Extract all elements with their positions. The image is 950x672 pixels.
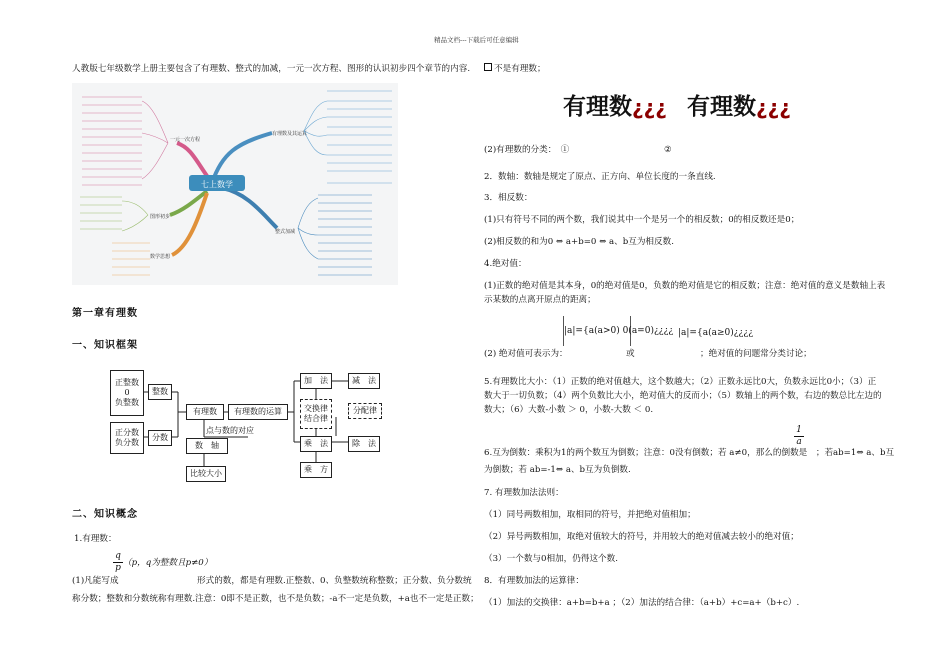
reciprocal-numerator: 1 <box>794 425 804 437</box>
compare-box: 比较大小 <box>186 466 226 482</box>
mindmap-branch-5: 数学思想 <box>150 254 171 260</box>
not-rational-text: 不是有理数； <box>494 64 546 74</box>
compare-1: 5.有理数比大小：（1）正数的绝对值越大，这个数越大；（2）正数永远比0大，负数永远比0小；（3）正 <box>484 377 877 387</box>
add-rule-title: 7. 有理数加法法则： <box>484 488 564 498</box>
mindmap-branch-3: 整式加减 <box>275 229 296 235</box>
section-concept-title: 二、知识概念 <box>72 509 138 520</box>
opposite-2: (2)相反数的和为0 ⇔ a+b=0 ⇔ a、b互为相反数. <box>484 237 674 247</box>
section-framework-title: 一、知识框架 <box>72 340 138 351</box>
laws-box <box>300 399 332 429</box>
mindmap-center: 七上数学 <box>201 180 233 189</box>
abs-formula-2: |a|={a(a≥0)¿¿¿¿ <box>678 328 754 338</box>
reciprocal-denominator: a <box>796 437 802 447</box>
abs-title: 4.绝对值： <box>484 259 527 269</box>
add-rule-1: （1）同号两数相加，取相同的符号，并把绝对值相加； <box>484 510 696 520</box>
add-rule-3: （3）一个数与0相加，仍得这个数. <box>484 554 618 564</box>
commute-label: 交换律 <box>304 404 328 413</box>
rational-classification-formula <box>563 88 791 121</box>
concept1-line-c: 称分数；整数和分数统称有理数.注意：0即不是正数，也不是负数；-a不一定是负数，+a也不一定是正数； <box>72 594 479 604</box>
rational-box: 有理数 <box>186 404 224 420</box>
formula-fraction <box>113 551 123 574</box>
formula-condition: （p，q为整数且p≠0） <box>123 558 213 568</box>
abs-formula-1: |a|={a(a>0) 0(a=0)¿¿¿¿ <box>563 316 631 346</box>
rational-word-1: 有理数 <box>563 94 632 120</box>
page-header: 精品文档---下载后可任意编辑 <box>434 36 519 44</box>
concept1-line-b: 形式的数，都是有理数.正整数、0、负整数统称整数；正分数、负分数统 <box>197 576 472 586</box>
axis-box: 数 轴 <box>186 438 228 454</box>
mindmap-image <box>72 83 398 285</box>
fraction-denominator: p <box>115 563 121 573</box>
compare-3: 数大；（6）大数-小数 ＞ 0，小数-大数 ＜ 0. <box>484 405 654 415</box>
associate-label: 结合律 <box>304 414 328 423</box>
abs-2a: (2) 绝对值可表示为： <box>484 349 568 359</box>
reciprocal-fraction <box>794 425 804 448</box>
abs-2b: 或 <box>626 349 635 359</box>
opposite-1: (1)只有符号不同的两个数，我们说其中一个是另一个的相反数；0的相反数还是0； <box>484 215 800 225</box>
axis-definition: 2．数轴：数轴是规定了原点、正方向、单位长度的一条直线. <box>484 172 716 182</box>
add-law-1: （1）加法的交换律：a+b=b+a ；（2）加法的结合律：（a+b）+c=a+（b+c）. <box>484 598 800 608</box>
concept1-line-a: (1)凡能写成 <box>72 576 119 586</box>
rational-brace-1: ¿¿¿ <box>632 95 667 119</box>
reciprocal-2: 为倒数；若 ab=-1⇔ a、b互为负倒数. <box>484 465 631 475</box>
checkbox-icon <box>484 63 492 71</box>
compare-2: 数大于一切负数；（4）两个负数比大小，绝对值大的反而小；（5）数轴上的两个数，右边的数总比左边的 <box>484 391 882 401</box>
neg-int-label: 负整数 <box>115 398 139 407</box>
integer-group-box <box>110 370 144 416</box>
mul-box: 乘 法 <box>300 436 332 452</box>
zero-label: 0 <box>124 388 130 397</box>
fraction-numerator: q <box>113 551 123 563</box>
add-box: 加 法 <box>300 373 332 389</box>
sub-box: 减 法 <box>348 373 380 389</box>
chapter-title: 第一章有理数 <box>72 308 138 319</box>
intro-text: 人教版七年级数学上册主要包含了有理数、整式的加减，一元一次方程、图形的认识初步四个章节的内容. <box>72 64 471 74</box>
mindmap-branch-2: 一元一次方程 <box>170 137 201 143</box>
knowledge-framework <box>108 362 404 487</box>
rational-brace-2: ¿¿¿ <box>756 95 791 119</box>
not-rational-line <box>484 63 546 75</box>
distrib-box: 分配律 <box>348 403 382 419</box>
opposite-title: 3．相反数： <box>484 193 533 203</box>
mindmap-branch-4: 图形初步 <box>150 214 171 220</box>
rational-word-2: 有理数 <box>687 94 756 120</box>
pos-frac-label: 正分数 <box>115 428 139 437</box>
fraction-group-box <box>110 422 144 454</box>
classification-line: (2)有理数的分类： ① <box>484 145 570 155</box>
abs-1: (1)正数的绝对值是其本身，0的绝对值是0，负数的绝对值是它的相反数；注意：绝对值的意义是数轴上表 <box>484 281 886 291</box>
reciprocal-1: 6.互为倒数：乘积为1的两个数互为倒数；注意：0没有倒数；若 a≠0，那么的倒数是 ；若ab=1⇔ a、b互 <box>484 448 895 458</box>
neg-frac-label: 负分数 <box>115 438 139 447</box>
power-box: 乘 方 <box>300 462 332 478</box>
fraction-box: 分数 <box>148 430 172 446</box>
add-rule-2: （2）异号两数相加，取绝对值较大的符号，并用较大的绝对值减去较小的绝对值； <box>484 532 799 542</box>
mindmap-svg <box>72 83 398 285</box>
concept1-title: 1.有理数： <box>74 534 117 544</box>
mindmap-branch-1: 有理数及其运算 <box>272 131 308 137</box>
abs-2c: ；绝对值的问题常分类讨论； <box>700 349 812 359</box>
abs-1b: 示某数的点离开原点的距离； <box>484 295 596 305</box>
correspond-label: 点与数的对应 <box>206 426 254 435</box>
div-box: 除 法 <box>348 436 380 452</box>
operations-box: 有理数的运算 <box>228 404 288 420</box>
classification-2: ② <box>664 145 672 155</box>
integer-box: 整数 <box>148 384 172 400</box>
add-law-title: 8．有理数加法的运算律： <box>484 576 584 586</box>
pos-int-label: 正整数 <box>115 378 139 387</box>
